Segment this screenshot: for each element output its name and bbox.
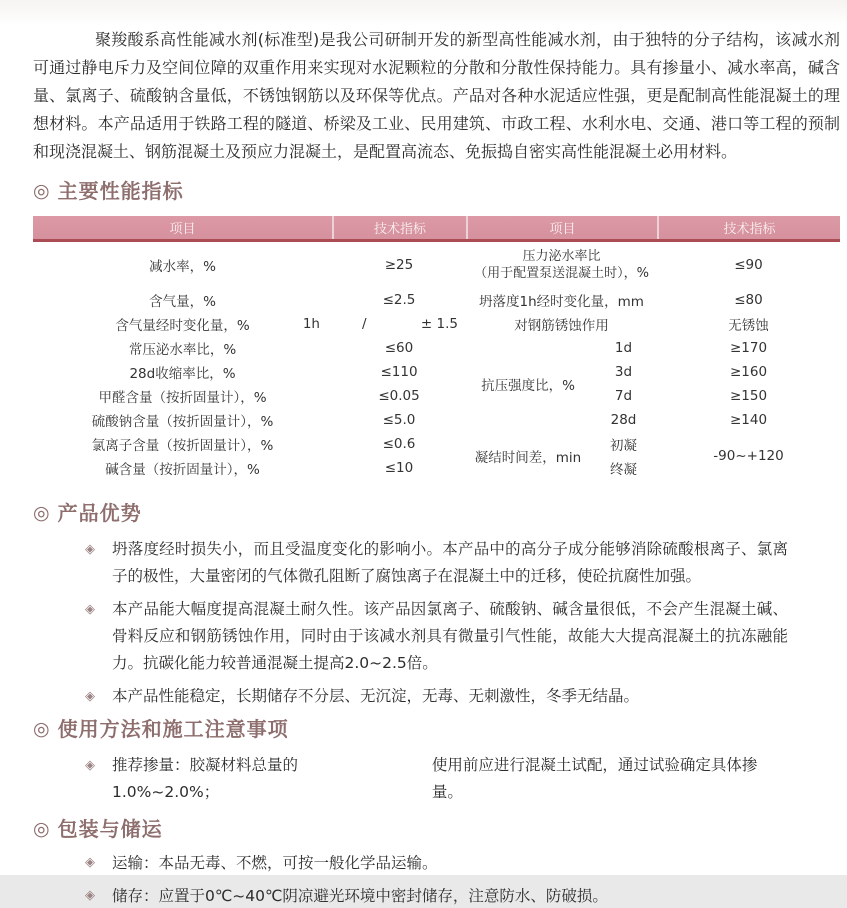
section-bullet-icon: ◎ <box>33 502 51 524</box>
section-bullet-icon: ◎ <box>33 718 51 740</box>
diamond-bullet-icon: ◈ <box>85 689 95 704</box>
table-cell-label: 硫酸钠含量（按折固量计），% <box>91 414 274 430</box>
table-header-item-right: 项目 <box>466 216 657 239</box>
table-cell-label: 甲醛含量（按折固量计），% <box>98 390 267 406</box>
section-title-text: 主要性能指标 <box>57 179 184 203</box>
table-cell-age: 7d <box>614 388 633 404</box>
table-cell-label: 对钢筋锈蚀作用 <box>514 318 609 334</box>
table-cell-value: ≤10 <box>384 460 414 476</box>
table-header-item-left: 项目 <box>169 222 196 237</box>
section-bullet-icon: ◎ <box>33 180 51 202</box>
air-change-slash: / <box>362 316 367 332</box>
air-change-value: ± 1.5 <box>420 316 458 332</box>
section-title-advantages <box>33 500 840 526</box>
performance-table <box>33 216 840 480</box>
list-item <box>85 683 788 710</box>
advantage-text: 本产品性能稳定，长期储存不分层、无沉淀，无毒、无刺激性，冬季无结晶。 <box>112 687 640 705</box>
table-cell-label: 含气量，% <box>149 294 216 310</box>
table-header-row <box>33 216 840 242</box>
diamond-bullet-icon: ◈ <box>85 855 95 870</box>
table-cell-age: 3d <box>614 364 633 380</box>
table-cell-value: ≤0.05 <box>378 388 420 404</box>
table-cell-label: 减水率，% <box>149 259 216 275</box>
table-header-spec-right: 技术指标 <box>657 216 840 239</box>
storage-text: 储存：应置于0℃~40℃阴凉避光环境中密封储存，注意防水、防破损。 <box>112 887 608 905</box>
section-title-text: 使用方法和施工注意事项 <box>57 717 289 741</box>
table-cell-value: ≥150 <box>729 388 768 404</box>
advantages-list <box>33 536 788 710</box>
list-item <box>85 752 788 806</box>
table-cell-value <box>332 312 466 336</box>
table-cell-group-label: 抗压强度比，% <box>481 378 575 394</box>
table-cell-age: 1d <box>614 340 633 356</box>
pressure-bleeding-line1: 压力泌水率比 <box>522 249 601 264</box>
table-cell-group-label: 凝结时间差，min <box>474 450 582 466</box>
usage-list <box>33 752 788 806</box>
diamond-bullet-icon: ◈ <box>85 888 95 903</box>
table-cell-label <box>33 312 332 336</box>
table-cell-value: ≥160 <box>729 364 768 380</box>
list-item <box>85 536 788 590</box>
table-cell-label: 坍落度1h经时变化量，mm <box>479 294 644 310</box>
table-cell-value: ≤5.0 <box>382 412 416 428</box>
table-header-spec-left: 技术指标 <box>332 216 466 239</box>
table-cell-label <box>466 242 657 288</box>
usage-dosage: 推荐掺量：胶凝材料总量的1.0%~2.0%； <box>112 756 299 801</box>
table-cell-value: 无锈蚀 <box>728 318 769 334</box>
table-cell-value: ≥25 <box>384 257 414 273</box>
transport-text: 运输：本品无毒、不燃，可按一般化学品运输。 <box>112 854 438 872</box>
table-cell-setting-final: 终凝 <box>610 462 637 478</box>
table-cell-value: ≤0.6 <box>382 436 416 452</box>
table-cell-value: ≤90 <box>734 257 763 273</box>
list-item <box>85 851 788 875</box>
table-cell-value: ≤60 <box>384 340 414 356</box>
air-change-label: 含气量经时变化量，% <box>115 318 250 334</box>
pressure-bleeding-line2: （用于配置泵送混凝土时），% <box>474 266 649 281</box>
table-cell-value: -90~+120 <box>713 448 784 464</box>
section-title-usage <box>33 716 840 742</box>
table-cell-age: 28d <box>610 412 637 428</box>
intro-paragraph: 聚羧酸系高性能减水剂(标准型)是我公司研制开发的新型高性能减水剂，由于独特的分子结构，该减水剂可通过静电斥力及空间位障的双重作用来实现对水泥颗粒的分散和分散性保持能力。具有掺量小、减水率高，碱含量、氯离子、硫酸钠含量低，不锈蚀钢筋以及环保等优点。产品对各种水泥适应性强，更是配制高性能混凝土的理想材料。本产品适用于铁路工程的隧道、桥梁及工业、民用建筑、市政工程、水利水电、交通、港口等工程的预制和现浇混凝土、钢筋混凝土及预应力混凝土，是配置高流态、免振捣自密实高性能混凝土必用材料。 <box>33 30 840 161</box>
advantage-text: 坍落度经时损失小，而且受温度变化的影响小。本产品中的高分子成分能够消除硫酸根离子、氯离子的极性，大量密闭的气体微孔阻断了腐蚀离子在混凝土中的迁移，使砼抗腐性加强。 <box>112 540 788 585</box>
table-cell-label: 常压泌水率比，% <box>128 342 237 358</box>
diamond-bullet-icon: ◈ <box>85 542 95 557</box>
packaging-list <box>33 851 788 908</box>
section-title-text: 产品优势 <box>57 501 142 525</box>
table-cell-value: ≤80 <box>734 292 763 308</box>
advantage-text: 本产品能大幅度提高混凝土耐久性。该产品因氯离子、硫酸钠、碱含量很低，不会产生混凝土碱、骨料反应和钢筋锈蚀作用，同时由于该减水剂具有微量引气性能，故能大大提高混凝土的抗冻融能力。抗碳化能力较普通混凝土提高2.0~2.5倍。 <box>112 600 788 672</box>
usage-trial-note: 使用前应进行混凝土试配，通过试验确定具体掺量。 <box>431 756 758 801</box>
table-cell-label: 氯离子含量（按折固量计），% <box>91 438 274 454</box>
section-bullet-icon: ◎ <box>33 818 51 840</box>
table-cell-value: ≥170 <box>729 340 768 356</box>
table-cell-value: ≤110 <box>380 364 418 380</box>
air-change-time: 1h <box>302 316 320 332</box>
list-item <box>85 596 788 677</box>
list-item <box>85 884 788 908</box>
table-cell-label: 碱含量（按折固量计），% <box>105 462 260 478</box>
section-title-performance <box>33 178 840 204</box>
table-body <box>33 242 840 480</box>
diamond-bullet-icon: ◈ <box>85 758 95 773</box>
table-cell-value: ≤2.5 <box>382 292 416 308</box>
section-title-packaging <box>33 816 840 842</box>
table-cell-setting-initial: 初凝 <box>610 438 637 454</box>
table-cell-value: ≥140 <box>729 412 768 428</box>
diamond-bullet-icon: ◈ <box>85 602 95 617</box>
section-title-text: 包装与储运 <box>57 817 163 841</box>
table-cell-label: 28d收缩率比，% <box>129 366 236 382</box>
usage-text <box>112 752 788 806</box>
